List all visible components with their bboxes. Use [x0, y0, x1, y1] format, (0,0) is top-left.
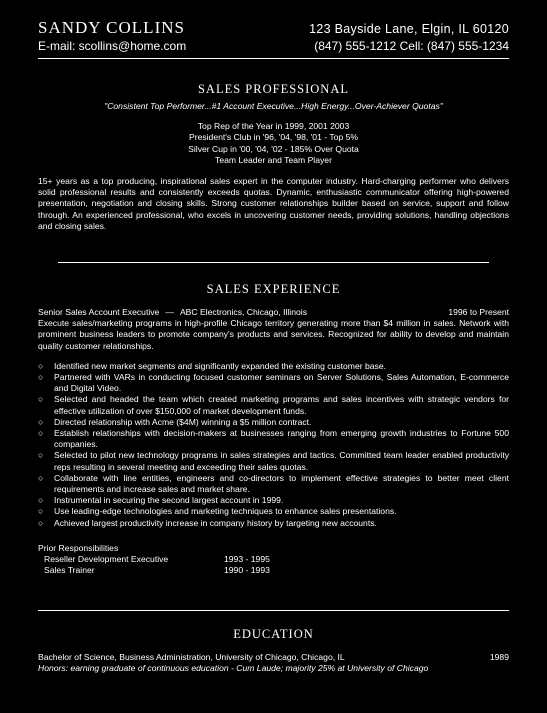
- experience-title: SALES EXPERIENCE: [206, 282, 341, 296]
- company: ABC Electronics, Chicago, Illinois: [179, 307, 307, 317]
- education-title: EDUCATION: [233, 627, 314, 641]
- list-item: ○ Instrumental in securing the second largest account in 1999.: [38, 495, 284, 506]
- resume-header: [38, 18, 509, 53]
- degree-row: [38, 652, 509, 663]
- list-item: ○ Selected to pilot new technology programs in sales strategies and tactics. Committed team leader enabled productivity reps resulting in several meeting and exceeding their sales quotas.: [38, 450, 509, 472]
- profile-divider: [58, 262, 489, 263]
- experience-divider: [38, 610, 509, 611]
- bullet-circle-icon: ○: [38, 506, 44, 517]
- address: 123 Bayside Lane, Elgin, IL 60120: [309, 22, 509, 36]
- prior-role-row: Sales Trainer 1990 - 1993: [44, 565, 270, 576]
- degree: Bachelor of Science, Business Administration, University of Chicago, Chicago, IL: [38, 652, 345, 662]
- job-heading: Senior Sales Account Executive — ABC Electronics, Chicago, Illinois 1996 to Present: [38, 307, 509, 317]
- profile-tagline: "Consistent Top Performer...#1 Account Executive...High Energy...Over-Achiever Quotas": [104, 101, 443, 111]
- achievement-item: Team Leader and Team Player: [215, 154, 332, 165]
- list-item: ○ Identified new market segments and significantly expanded the existing customer base.: [38, 360, 387, 371]
- achievement-item: Silver Cup in '00, '04, '02 - 185% Over Quota: [188, 143, 359, 154]
- bullet-circle-icon: ○: [38, 360, 44, 371]
- job-title: Senior Sales Account Executive: [38, 307, 160, 317]
- list-item: ○ Achieved largest productivity increase in company history by targeting new accounts.: [38, 517, 377, 528]
- job-description: Execute sales/marketing programs in high-profile Chicago territory generating more than $4 million in sales. Network with prominent business leaders to promote company's products and services. Recognized for ability to develop and maintain quality customer relationships.: [38, 318, 509, 351]
- prior-responsibilities-title: Prior Responsibilities: [38, 542, 119, 553]
- email: E-mail: scollins@home.com: [38, 39, 187, 53]
- profile-title: SALES PROFESSIONAL: [197, 82, 349, 96]
- bullet-circle-icon: ○: [38, 517, 44, 528]
- list-item: ○ Selected and headed the team which created marketing programs and sales incentives with strategic vendors for effective utilization of over $150,000 of market development funds.: [38, 394, 509, 416]
- achievements-list: [38, 121, 509, 166]
- education-section: [38, 627, 509, 674]
- bullet-circle-icon: ○: [38, 428, 44, 439]
- phone-numbers: (847) 555-1212 Cell: (847) 555-1234: [314, 39, 509, 53]
- list-item: ○ Partnered with VARs in conducting focused customer seminars on Server Solutions, Sales Automation, E-commerce and Digital Video.: [38, 372, 509, 394]
- list-item: ○ Establish relationships with decision-makers at businesses ranging from emerging growth industries to Fortune 500 companies.: [38, 428, 509, 450]
- prior-role-list: [38, 554, 509, 576]
- list-item: ○ Collaborate with line entities, engineers and co-directors to implement effective strategies to better meet client requirements and increase sales and market share.: [38, 472, 509, 495]
- bullet-circle-icon: ○: [38, 372, 44, 383]
- achievement-item: President's Club in '96, '04, '98, '01 - Top 5%: [188, 132, 359, 143]
- job-dates: 1996 to Present: [448, 307, 509, 317]
- degree-year: 1989: [489, 652, 509, 662]
- candidate-name: SANDY COLLINS: [38, 18, 185, 37]
- bullet-circle-icon: ○: [38, 450, 44, 461]
- bullet-circle-icon: ○: [38, 472, 44, 483]
- prior-role-row: Reseller Development Executive 1993 - 1995: [44, 554, 270, 565]
- profile-summary: 15+ years as a top producing, inspirational sales expert in the computer industry. Hard-charging performer who delivers solid professional results and consistently exceeds quotas. Dynamic, enthusiastic communicator offering high-powered presentation, negotiation and closing skills. Strong customer relationships builder based on service, support and follow through. An experienced professional, who excels in uncovering customer needs, providing solutions, handling objections and closing sales.: [38, 176, 509, 231]
- bullet-circle-icon: ○: [38, 394, 44, 405]
- bullet-circle-icon: ○: [38, 495, 44, 506]
- list-item: ○ Directed relationship with Acme ($4M) winning a $5 million contract.: [38, 416, 312, 427]
- header-divider: [38, 58, 509, 59]
- list-item: ○ Use leading-edge technologies and marketing techniques to enhance sales presentations.: [38, 506, 397, 517]
- achievement-item: Top Rep of the Year in 1999, 2001 2003: [197, 121, 350, 132]
- education-note: Honors: earning graduate of continuous education - Cum Laude; majority 25% at University of Chicago: [38, 663, 429, 674]
- profile-section: [38, 82, 509, 232]
- bullet-circle-icon: ○: [38, 416, 44, 427]
- job-bullets: [38, 361, 509, 529]
- experience-section: [38, 282, 509, 576]
